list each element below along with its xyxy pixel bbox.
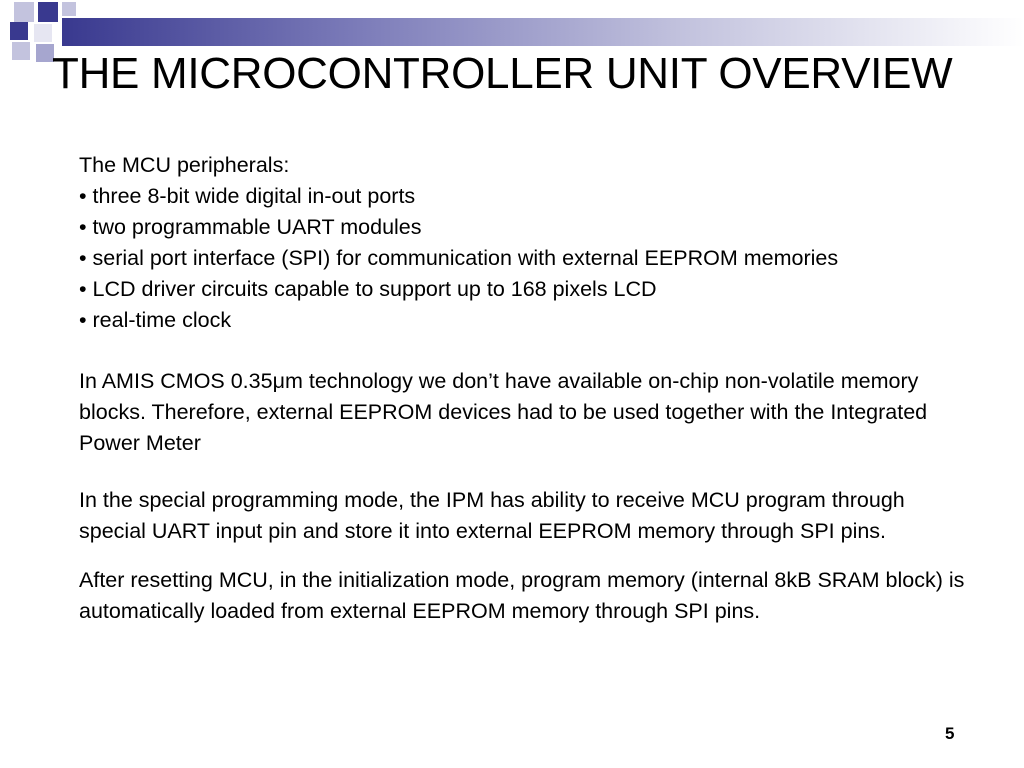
- list-item: • three 8-bit wide digital in-out ports: [79, 184, 416, 208]
- title-gradient-bar: [62, 18, 1024, 46]
- peripherals-list: [79, 181, 969, 336]
- list-item: • LCD driver circuits capable to support up to 168 pixels LCD: [79, 277, 657, 301]
- list-item: • real-time clock: [79, 308, 232, 332]
- decor-square: [34, 24, 52, 42]
- slide-body: [79, 150, 969, 627]
- slide-title: THE MICROCONTROLLER UNIT OVERVIEW: [52, 49, 953, 98]
- decor-square: [14, 2, 34, 22]
- peripherals-intro: The MCU peripherals:: [79, 153, 290, 177]
- page-number: 5: [945, 724, 955, 743]
- decor-square: [12, 42, 30, 60]
- paragraph-technology: In AMIS CMOS 0.35μm technology we don’t have available on-chip non-volatile memory blocks. Therefore, external EEPROM devices had to be used together with the Integrated Power Meter: [79, 369, 928, 455]
- list-item: • serial port interface (SPI) for communication with external EEPROM memories: [79, 246, 839, 270]
- list-item: • two programmable UART modules: [79, 215, 422, 239]
- paragraph-initialization: After resetting MCU, in the initialization mode, program memory (internal 8kB SRAM block) is automatically loaded from external EEPROM memory through SPI pins.: [79, 568, 965, 623]
- decor-square: [38, 2, 58, 22]
- paragraph-programming-mode: In the special programming mode, the IPM has ability to receive MCU program through special UART input pin and store it into external EEPROM memory through SPI pins.: [79, 488, 905, 543]
- decor-square: [62, 2, 76, 16]
- decor-square: [10, 22, 28, 40]
